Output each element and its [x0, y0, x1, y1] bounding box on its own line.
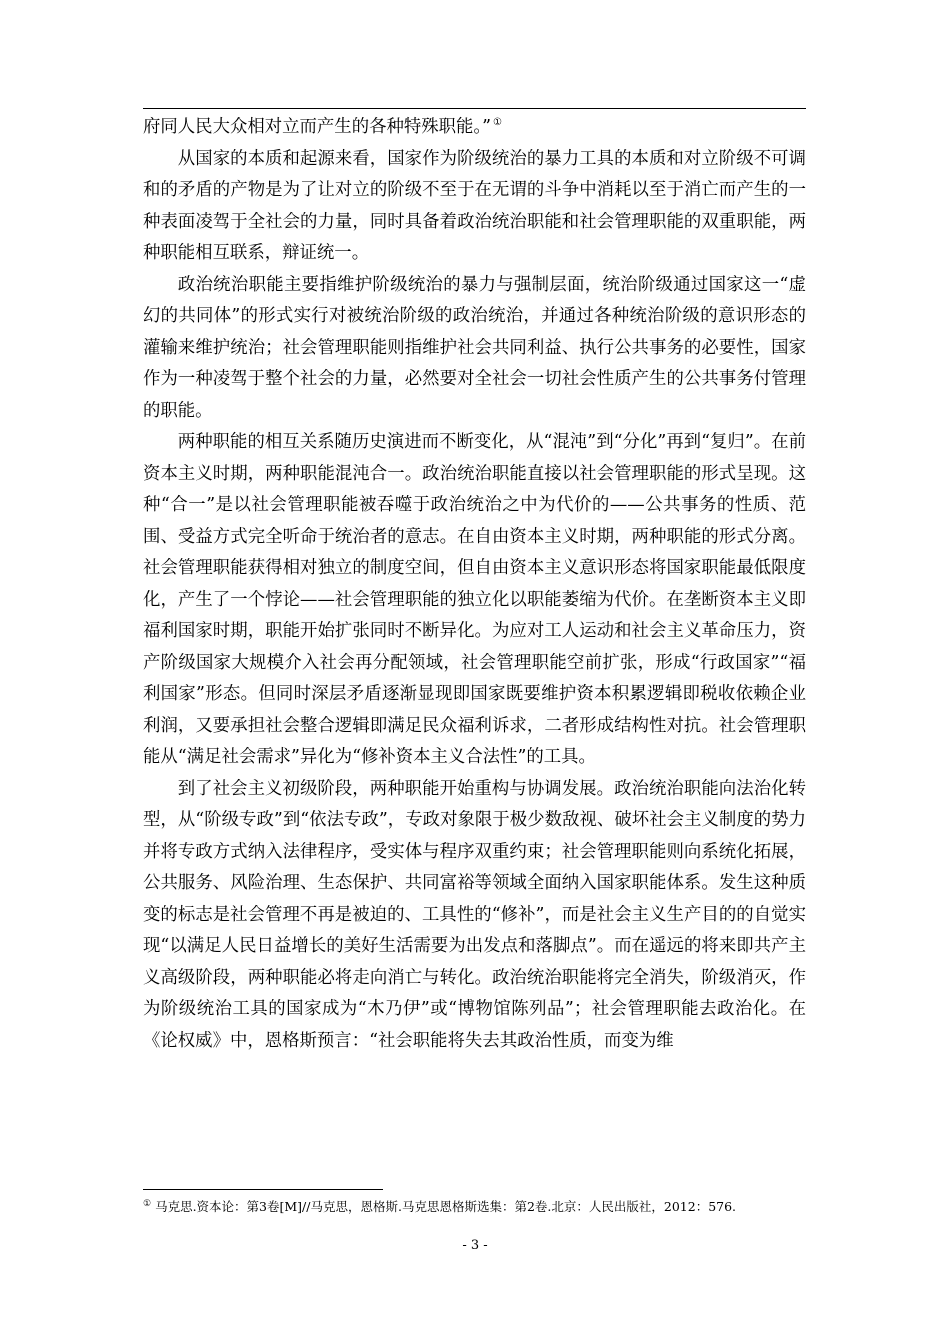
- footnote-rule: [143, 1189, 383, 1190]
- footnote: [143, 1197, 806, 1217]
- footnote-text: 马克思.资本论：第3卷[M]//马克思，恩格斯.马克思恩格斯选集：第2卷.北京：人民出版社，2012：576.: [155, 1199, 737, 1214]
- paragraph-continuation: 府同人民大众相对立而产生的各种特殊职能。” ①: [143, 117, 502, 137]
- paragraph: 从国家的本质和起源来看，国家作为阶级统治的暴力工具的本质和对立阶级不可调和的矛盾的产物是为了让对立的阶级不至于在无谓的斗争中消耗以至于消亡而产生的一种表面凌驾于全社会的力量，同时具备着政治统治职能和社会管理职能的双重职能，两种职能相互联系，辩证统一。: [143, 148, 806, 263]
- paragraph: 两种职能的相互关系随历史演进而不断变化，从“混沌”到“分化”再到“复归”。在前资本主义时期，两种职能混沌合一。政治统治职能直接以社会管理职能的形式呈现。这种“合一”是以社会管理职能被吞噬于政治统治之中为代价的——公共事务的性质、范围、受益方式完全听命于统治者的意志。在自由资本主义时期，两种职能的形式分离。社会管理职能获得相对独立的制度空间，但自由资本主义意识形态将国家职能最低限度化，产生了一个悖论——社会管理职能的独立化以职能萎缩为代价。在垄断资本主义即福利国家时期，职能开始扩张同时不断异化。为应对工人运动和社会主义革命压力，资产阶级国家大规模介入社会再分配领域，社会管理职能空前扩张，形成“行政国家”“福利国家”形态。但同时深层矛盾逐渐显现即国家既要维护资本积累逻辑即税收依赖企业利润，又要承担社会整合逻辑即满足民众福利诉求，二者形成结构性对抗。社会管理职能从“满足社会需求”异化为“修补资本主义合法性”的工具。: [143, 432, 806, 767]
- header-rule: [143, 108, 806, 109]
- paragraph: 到了社会主义初级阶段，两种职能开始重构与协调发展。政治统治职能向法治化转型，从“阶级专政”到“依法专政”，专政对象限于极少数敌视、破坏社会主义制度的势力并将专政方式纳入法律程序，受实体与程序双重约束；社会管理职能则向系统化拓展，公共服务、风险治理、生态保护、共同富裕等领域全面纳入国家职能体系。发生这种质变的标志是社会管理不再是被迫的、工具性的“修补”，而是社会主义生产目的的自觉实现“以满足人民日益增长的美好生活需要为出发点和落脚点”。而在遥远的将来即共产主义高级阶段，两种职能必将走向消亡与转化。政治统治职能将完全消失，阶级消灭，作为阶级统治工具的国家成为“木乃伊”或“博物馆陈列品”；社会管理职能去政治化。在《论权威》中，恩格斯预言：“社会职能将失去其政治性质，而变为维: [143, 778, 806, 1051]
- paragraph: 政治统治职能主要指维护阶级统治的暴力与强制层面，统治阶级通过国家这一“虚幻的共同体”的形式实行对被统治阶级的政治统治，并通过各种统治阶级的意识形态的灌输来维护统治；社会管理职能则指维护社会共同利益、执行公共事务的必要性，国家作为一种凌驾于整个社会的力量，必然要对全社会一切社会性质产生的公共事务付管理的职能。: [143, 274, 806, 421]
- body-text: [143, 112, 806, 1057]
- footnote-number: ①: [143, 1198, 152, 1209]
- page-number: - 3 -: [462, 1238, 488, 1253]
- footnote-reference[interactable]: ①: [493, 117, 502, 129]
